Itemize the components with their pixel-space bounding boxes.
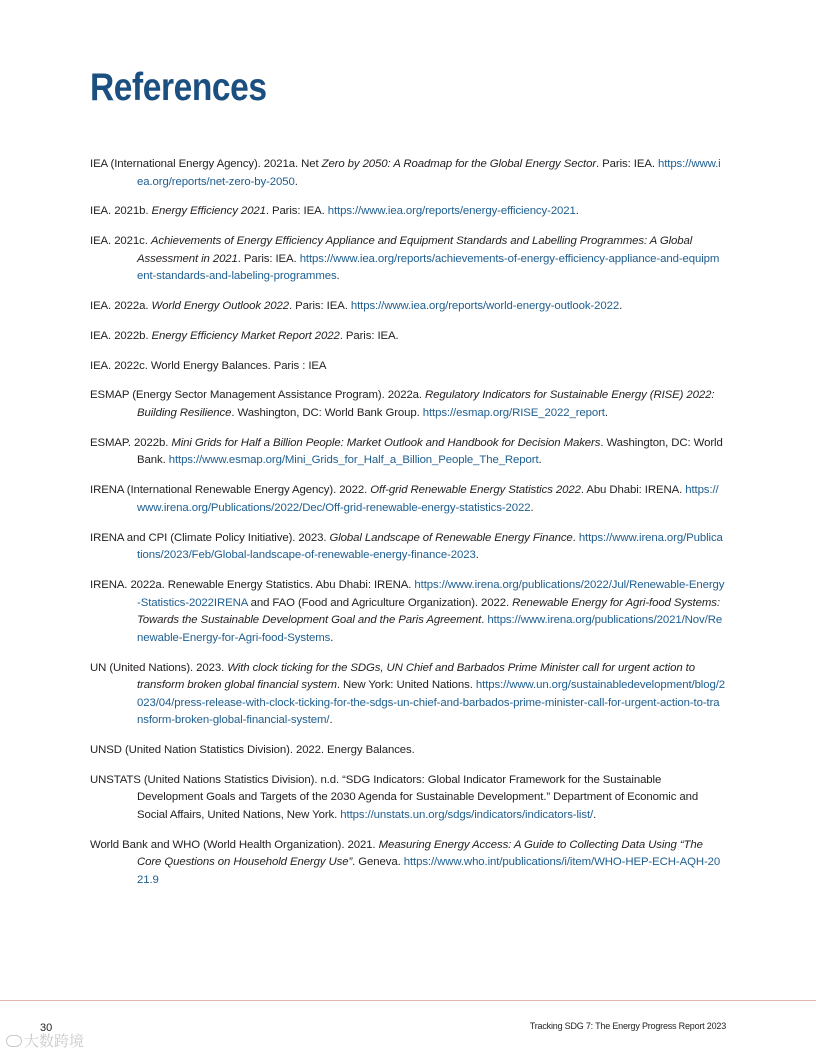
reference-title: Energy Efficiency Market Report 2022 bbox=[151, 329, 340, 342]
reference-entry bbox=[90, 482, 725, 517]
reference-text: . bbox=[330, 631, 334, 644]
reference-title: Renewable Energy for Agri-food Systems: Towards the Sustainable Development Goal and the Paris Agreement bbox=[137, 596, 720, 627]
reference-link[interactable]: https://unstats.un.org/sdgs/indicators/indicators-list/ bbox=[340, 809, 594, 822]
reference-text: IEA. 2021b. bbox=[90, 205, 152, 218]
reference-entry bbox=[90, 203, 725, 221]
reference-text: IEA. 2022a. bbox=[90, 300, 152, 313]
reference-text: ESMAP. 2022b. bbox=[90, 436, 172, 449]
reference-entry bbox=[90, 233, 725, 286]
reference-title: Zero by 2050: A Roadmap for the Global Energy Sector bbox=[321, 158, 597, 170]
reference-text: IEA. 2022c. World Energy Balances. Paris : IEA bbox=[90, 359, 327, 372]
reference-text: . bbox=[593, 809, 597, 822]
reference-text: . Paris: IEA. bbox=[288, 300, 351, 313]
reference-title: Energy Efficiency 2021 bbox=[151, 205, 266, 218]
reference-entry bbox=[90, 530, 725, 565]
watermark bbox=[6, 1030, 84, 1051]
reference-link[interactable]: https://www.iea.org/reports/energy-efficiency-2021 bbox=[327, 205, 576, 218]
reference-text: . bbox=[572, 531, 579, 544]
reference-link[interactable]: https://www.irena.org/Publications/2022/Dec/Off-grid-renewable-energy-statistics-2022 bbox=[137, 484, 719, 514]
reference-text: . bbox=[294, 175, 298, 188]
reference-text: IEA (International Energy Agency). 2021a. Net bbox=[90, 158, 322, 170]
reference-entry bbox=[90, 660, 725, 730]
reference-title: World Energy Outlook 2022 bbox=[151, 300, 289, 313]
reference-link[interactable]: https://www.iea.org/reports/net-zero-by-2050 bbox=[137, 158, 721, 188]
reference-text: . bbox=[530, 501, 534, 514]
reference-text: World Bank and WHO (World Health Organization). 2021. bbox=[90, 838, 379, 851]
reference-text: IRENA and CPI (Climate Policy Initiative). 2023. bbox=[90, 531, 330, 544]
reference-link[interactable]: https://www.who.int/publications/i/item/WHO-HEP-ECH-AQH-2021.9 bbox=[137, 856, 721, 887]
reference-title: Mini Grids for Half a Billion People: Market Outlook and Handbook for Decision Makers bbox=[171, 436, 601, 449]
reference-title: With clock ticking for the SDGs, UN Chief and Barbados Prime Minister call for urgent action to transform broken global financial system bbox=[137, 661, 695, 692]
reference-entry bbox=[90, 328, 725, 346]
reference-text: . Paris: IEA. bbox=[596, 158, 658, 170]
reference-text: UNSTATS (United Nations Statistics Division). n.d. “SDG Indicators: Global Indicator Framework for the Sustainable Development Goals and Targets of the 2030 Agenda for Sustainable Development.” Department of Economic and Social Affairs, United Nations, New York. bbox=[90, 773, 699, 822]
reference-text: IEA. 2022b. bbox=[90, 329, 152, 342]
reference-link[interactable]: https://www.iea.org/reports/world-energy-outlook-2022 bbox=[350, 300, 620, 313]
reference-entry bbox=[90, 772, 725, 825]
footer-report-title: Tracking SDG 7: The Energy Progress Report 2023 bbox=[529, 1021, 726, 1031]
reference-text: IRENA. 2022a. Renewable Energy Statistics. Abu Dhabi: IRENA. bbox=[90, 578, 415, 591]
reference-title: Achievements of Energy Efficiency Appliance and Equipment Standards and Labelling Programmes: A Global Assessment in 2021 bbox=[137, 235, 693, 265]
reference-link[interactable]: https://www.esmap.org/Mini_Grids_for_Half_a_Billion_People_The_Report bbox=[168, 454, 539, 467]
reference-text: . Paris: IEA. bbox=[339, 329, 399, 342]
reference-text: . New York: United Nations. bbox=[336, 679, 476, 692]
watermark-logo-icon bbox=[6, 1035, 22, 1047]
reference-text: IRENA (International Renewable Energy Agency). 2022. bbox=[90, 484, 371, 497]
reference-text: . Washington, DC: World Bank Group. bbox=[231, 407, 423, 420]
reference-title: Regulatory Indicators for Sustainable Energy (RISE) 2022: Building Resilience bbox=[137, 389, 715, 420]
reference-entry bbox=[90, 387, 725, 422]
reference-entry bbox=[90, 358, 725, 376]
reference-entry bbox=[90, 837, 725, 890]
reference-text: . bbox=[619, 300, 623, 313]
reference-entry bbox=[90, 156, 725, 191]
page-title: References bbox=[90, 66, 267, 109]
reference-text: . bbox=[538, 454, 542, 467]
reference-link[interactable]: https://esmap.org/RISE_2022_report bbox=[422, 407, 605, 420]
reference-entry bbox=[90, 298, 725, 316]
reference-link[interactable]: https://www.irena.org/Publications/2023/Feb/Global-landscape-of-renewable-energy-finance-2023 bbox=[137, 531, 723, 562]
reference-link[interactable]: https://www.irena.org/publications/2021/Nov/Renewable-Energy-for-Agri-food-Systems bbox=[137, 614, 723, 644]
reference-entry bbox=[90, 577, 725, 647]
reference-text: . bbox=[475, 549, 479, 562]
reference-entry bbox=[90, 435, 725, 470]
page-number: 30 bbox=[40, 1022, 53, 1034]
reference-text: UN (United Nations). 2023. bbox=[90, 661, 228, 674]
reference-link[interactable]: https://www.irena.org/publications/2022/Jul/Renewable-Energy-Statistics-2022IRENA bbox=[137, 578, 725, 609]
reference-text: IEA. 2021c. bbox=[90, 235, 151, 248]
reference-title: Global Landscape of Renewable Energy Finance bbox=[329, 531, 573, 544]
reference-text: . Geneva. bbox=[352, 856, 404, 869]
reference-text: and FAO (Food and Agriculture Organization). 2022. bbox=[247, 596, 513, 609]
reference-list bbox=[90, 156, 725, 902]
reference-text: . bbox=[336, 270, 340, 283]
reference-text: . bbox=[481, 614, 488, 627]
reference-text: ESMAP (Energy Sector Management Assistance Program). 2022a. bbox=[90, 389, 426, 402]
reference-title: Off-grid Renewable Energy Statistics 2022 bbox=[370, 484, 581, 497]
reference-text: . Abu Dhabi: IRENA. bbox=[580, 484, 686, 497]
watermark-text: 大数跨境 bbox=[24, 1033, 85, 1050]
reference-text: . Paris: IEA. bbox=[237, 252, 300, 265]
reference-text: . bbox=[329, 714, 333, 727]
reference-text: UNSD (United Nation Statistics Division). 2022. Energy Balances. bbox=[90, 744, 415, 757]
reference-text: . bbox=[575, 205, 579, 218]
reference-title: Measuring Energy Access: A Guide to Collecting Data Using “The Core Questions on Household Energy Use” bbox=[137, 838, 703, 869]
reference-text: . Washington, DC: World Bank. bbox=[137, 436, 723, 467]
reference-entry bbox=[90, 742, 725, 760]
footer-divider bbox=[0, 1000, 816, 1001]
reference-link[interactable]: https://www.un.org/sustainabledevelopment/blog/2023/04/press-release-with-clock-ticking-for-the-sdgs-un-chief-and-barbados-prime-minister-call-for-urgent-action-to-transform-broken-global-financial-system/ bbox=[137, 679, 726, 727]
reference-link[interactable]: https://www.iea.org/reports/achievements-of-energy-efficiency-appliance-and-equipment-standards-and-labeling-programmes bbox=[137, 252, 720, 283]
reference-text: . bbox=[604, 407, 608, 420]
reference-text: . Paris: IEA. bbox=[265, 205, 328, 218]
